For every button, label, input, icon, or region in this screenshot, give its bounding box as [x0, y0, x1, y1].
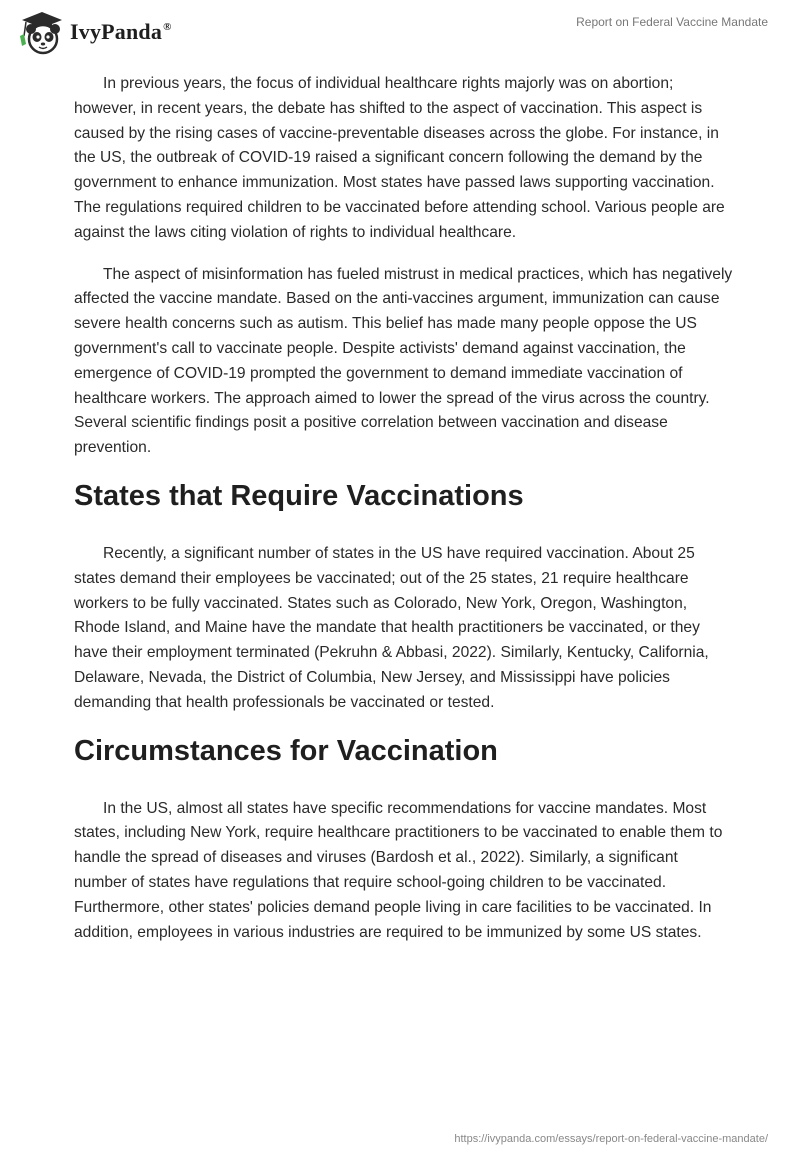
panda-logo-icon: [14, 8, 66, 56]
page-header: [0, 0, 800, 70]
document-title: Report on Federal Vaccine Mandate: [576, 15, 768, 29]
section-heading-states: States that Require Vaccinations: [74, 479, 524, 512]
source-url-link[interactable]: https://ivypanda.com/essays/report-on-federal-vaccine-mandate/: [454, 1133, 768, 1145]
paragraph-1: In previous years, the focus of individual healthcare rights majorly was on abortion; however, in recent years, the debate has shifted to the aspect of vaccination. This aspect is caused by the rising cases of vaccine-preventable diseases across the globe. For instance, in the US, the outbreak of COVID-19 raised a significant concern following the demand by the government to enhance immunization. Most states have passed laws supporting vaccination. The regulations required children to be vaccinated before attending school. Various people are against the laws citing violation of rights to individual healthcare.: [74, 75, 725, 241]
section-heading-circumstances: Circumstances for Vaccination: [74, 734, 498, 767]
paragraph-2: The aspect of misinformation has fueled mistrust in medical practices, which has negatively affected the vaccine mandate. Based on the anti-vaccines argument, immunization can cause severe health concerns such as autism. This belief has made many people oppose the US government's call to vaccinate people. Despite activists' demand against vaccination, the emergence of COVID-19 prompted the government to demand immediate vaccination of healthcare workers. The approach aimed to lower the spread of the virus across the country. Several scientific findings posit a positive correlation between vaccination and disease prevention.: [74, 265, 733, 457]
paragraph-4: In the US, almost all states have specific recommendations for vaccine mandates. Most states, including New York, require healthcare practitioners to be vaccinated to enable them to handle the spread of diseases and viruses (Bardosh et al., 2022). Similarly, a significant number of states have regulations that require school-going children to be vaccinated. Furthermore, other states' policies demand people living in care facilities to be vaccinated. In addition, employees in various industries are required to be immunized by some US states.: [74, 799, 723, 941]
brand-name: IvyPanda®: [70, 19, 172, 44]
brand-logo[interactable]: [14, 8, 172, 56]
paragraph-3: Recently, a significant number of states in the US have required vaccination. About 25 states demand their employees be vaccinated; out of the 25 states, 21 require healthcare workers to be fully vaccinated. States such as Colorado, New York, Oregon, Washington, Rhode Island, and Maine have the mandate that health practitioners be vaccinated, or they have their employment terminated (Pekruhn & Abbasi, 2022). Similarly, Kentucky, California, Delaware, Nevada, the District of Columbia, New Jersey, and Mississippi have policies demanding that health professionals be vaccinated or tested.: [74, 544, 709, 711]
article-body: [74, 72, 734, 962]
